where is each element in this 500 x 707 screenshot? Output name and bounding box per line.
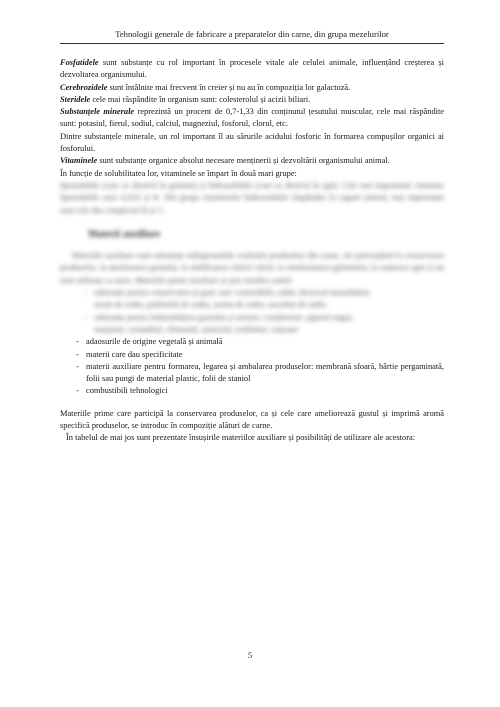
term: Vitaminele [60,156,98,166]
paragraph-minerale [60,106,444,131]
term: Cerebrozidele [60,82,108,92]
list-item: azotit de sodiu, polifosfat de sodiu, azotat de sodiu, ascorbat de sodiu [94,300,327,310]
term: Substanțele minerale [60,107,135,117]
list-item: - adaosurile de origine vegetală și animală [74,336,444,348]
list-item: muștarul, coriandrul, chimenul, usturoiul, ienibahar, cuișoare [94,324,299,334]
paragraph-saruri [60,131,444,156]
page-header: Tehnologii generale de fabricare a preparatelor din carne, din grupa mezelurilor [60,28,444,44]
paragraph-text: În funcție de solubilitatea lor, vitaminele se împart în două mari grupe: [60,168,297,178]
list-item: - substanțe pentru îmbunătățirea gustului și aromei: condimente: piperul negru, [82,312,444,324]
paragraph-vitamine [60,155,444,167]
term: Fosfatidele [60,58,99,67]
paragraph-solubilitate [60,168,444,180]
paragraph-steride [60,94,444,106]
blurred-paragraph: liposolubile (care se dizolvă în grăsimi) și hidrosolubile (care se dizolvă în apă). Cele mai importante vitamine liposolubile sunt A,D,E și K. Din grupa vitaminelor hidrosolubile răspândite în regnul animal, mai importante sunt cele din complexul B și C. [60,180,444,215]
paragraph-fosfatide [60,57,444,82]
list-item: - combustibili tehnologici [74,385,444,397]
paragraph-text: sunt substanțe cu rol important în procesele vitale ale celulei animale, influențând creșterea și dezvoltarea organismului. [60,58,444,80]
term: Steridele [60,94,91,104]
closing-paragraph: Materiile prime care participă la conservarea produselor, ca și cele care ameliorează gustul și imprimă aromă specifică produselor, se introduc în compoziție alături de carne. [60,408,444,431]
paragraph-text: Dintre substanțele minerale, un rol important îl au sărurile acidului fosforic în formarea compușilor organici ai fosforului. [60,131,444,154]
paragraph-text: sunt întâlnite mai frecvent în creier și nu au în compoziția lor galactoză. [107,82,351,92]
paragraph-text: sunt substanțe organice absolut necesare menținerii și dezvoltării organismului animal. [97,156,390,166]
auxiliary-list [74,336,444,397]
closing-paragraph: În tabelul de mai jos sunt prezentate însușirile materiilor auxiliare și posibilități de utilizare ale acestora: [66,433,416,443]
list-item: - materii care dau specificitate [74,349,444,361]
list-item: - substanțe pentru conservarea și gust: sare comestibilă, zahăr, dextroză monohidrat, [82,287,444,299]
document-body [60,57,444,445]
paragraph-cerebrozide [60,82,444,94]
blurred-list [82,287,444,336]
section-heading: Materii auxiliare [88,228,161,240]
paragraph-text: reprezintă un procent de 0,7-1,33 din conținutul țesutului muscular, cele mai răspândite sunt: potasiul, fierul, sodiul, calciul, magneziul, fosforul, clorul, etc. [60,107,444,129]
paragraph-text: cele mai răspândite în organism sunt: colesterolul și acizii biliari. [90,94,311,104]
blurred-paragraph: Materiile auxiliare sunt substanțe indispensabile realizării produselor din carne, ele participând la conservarea produselor, la ameliorarea gustului, la stabilizarea culorii cărnii, la emulsionarea grăsimilor, la reținerea apei și nu sunt utilizate ca atare. Materiile prime auxiliare se pot clasifica astfel: [60,251,444,285]
page-number: 5 [247,650,253,660]
list-item: - materii auxiliare pentru formarea, legarea și ambalarea produselor: membrană sfoară, hârtie pergaminată, folii sau pungi de material plastic, folii de staniol [74,361,444,386]
